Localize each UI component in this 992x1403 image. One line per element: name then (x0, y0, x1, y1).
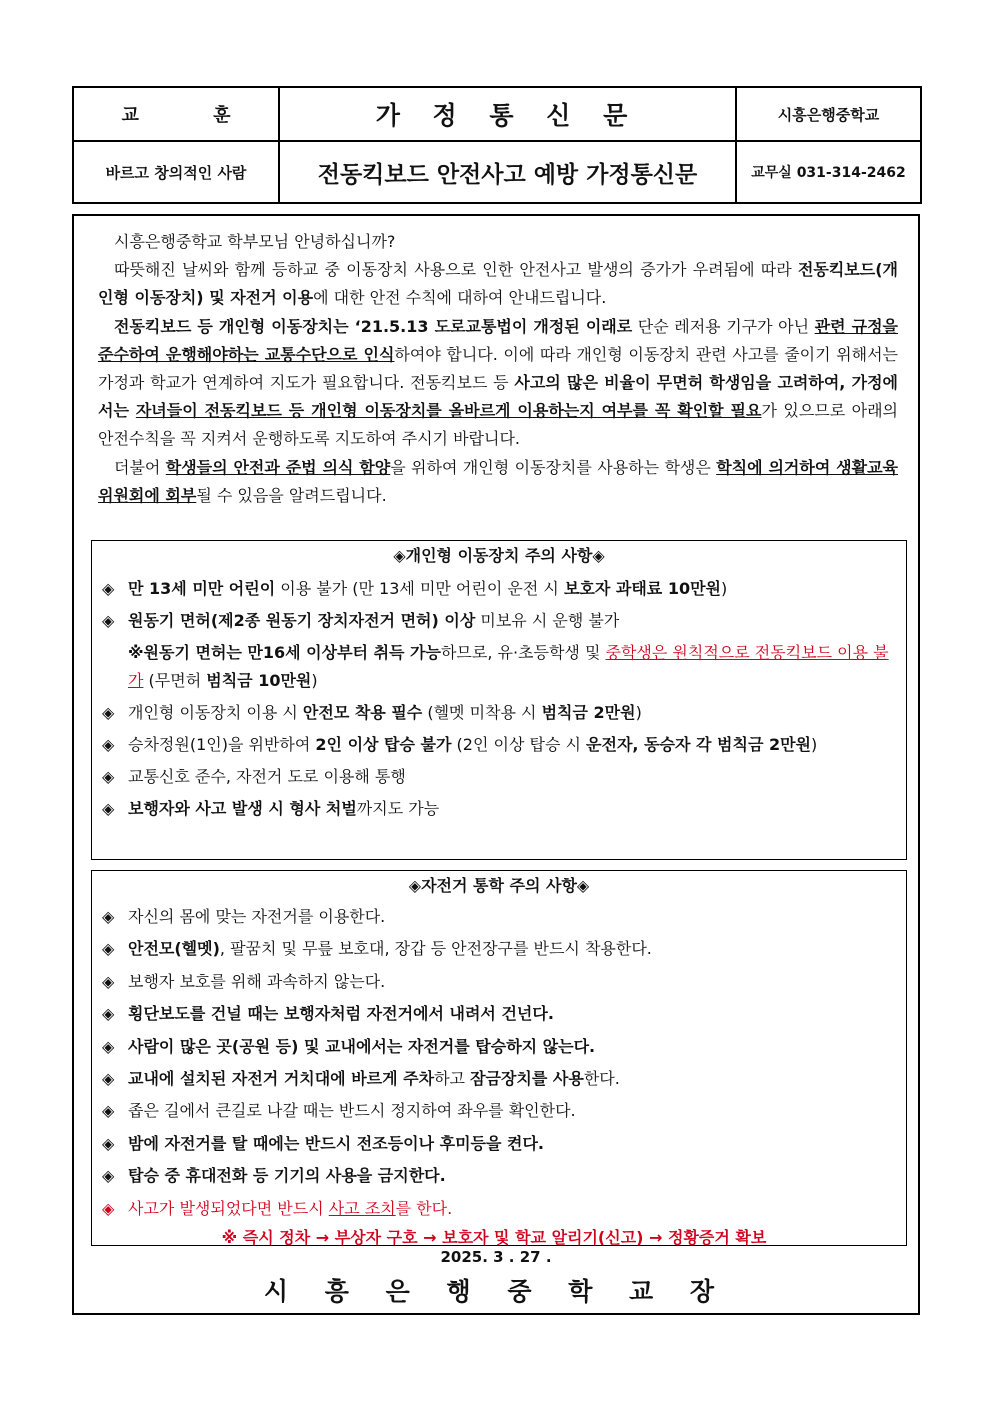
text-span: 전동킥보드 등 개인형 이동장치는 ‘21.5.13 도로교통법이 개정된 이래로 (114, 316, 633, 336)
list-item (92, 795, 906, 823)
text-span: 이용 불가 (만 13세 미만 어린이 운전 시 (275, 579, 564, 598)
text-span: 를 한다. (395, 1198, 453, 1218)
text-span: 만 13세 미만 어린이 (128, 579, 276, 598)
list-item (92, 998, 906, 1030)
intro-paragraph-1 (98, 256, 898, 312)
text-span: 개인형 이동장치 이용 시 (128, 703, 303, 722)
diamond-bullet-icon: ◈ (102, 1036, 115, 1056)
diamond-bullet-icon: ◈ (102, 1069, 115, 1089)
diamond-bullet-icon: ◈ (102, 611, 115, 630)
text-span: 학생들의 안전과 준법 의식 함양 (165, 457, 391, 477)
diamond-bullet-icon: ◈ (102, 1166, 115, 1186)
text-span: 학칙에 의거하여 생활교육 위원회에 회부 (98, 457, 898, 505)
text-span: 승차정원(1인)을 위반하여 (128, 735, 316, 754)
text-span: ) (311, 671, 318, 690)
text-span: 좁은 길에서 큰길로 나갈 때는 반드시 정지하여 좌우를 확인한다. (128, 1101, 576, 1121)
text-span: 범칙금 10만원 (206, 671, 312, 690)
diamond-bullet-icon: ◈ (102, 907, 115, 926)
list-item (92, 966, 906, 998)
text-span: 관련 규정을 준수하여 운행해야하는 교통수단으로 인식 (98, 316, 898, 364)
text-span: ) (721, 579, 728, 598)
text-span: 을 위하여 개인형 이동장치를 사용하는 학생은 (390, 457, 717, 477)
text-span: 자녀들이 전동킥보드 등 개인형 이동장치를 올바르게 이용하는지 여부를 꼭 확인할 필요 (135, 401, 762, 421)
text-span: 운전자, 동승자 각 범칙금 2만원 (586, 735, 812, 754)
greeting: 시흥은행중학교 학부모님 안녕하십니까? (114, 232, 396, 251)
bike-caution-title: ◈자전거 통학 주의 사항◈ (408, 876, 590, 895)
office-phone: 교무실 031-314-2462 (736, 141, 921, 203)
text-span: 횡단보도를 건널 때는 보행자처럼 자전거에서 내려서 건넌다. (128, 1004, 554, 1024)
text-span: 따뜻해진 날씨와 함께 등하교 중 이동장치 사용으로 인한 안전사고 발생의 증가가 우려됨에 따라 (114, 260, 798, 280)
diamond-bullet-icon: ◈ (102, 939, 115, 959)
text-span: 2인 이상 탑승 불가 (315, 735, 452, 754)
list-item (92, 1095, 906, 1127)
intro-paragraph-2 (98, 313, 898, 454)
text-span: 한다. (583, 1069, 620, 1089)
intro-paragraph-3 (98, 454, 898, 510)
text-span: ) (811, 735, 818, 754)
text-span: 밤에 자전거를 탈 때에는 반드시 전조등이나 후미등을 켠다. (128, 1133, 545, 1153)
license-note (92, 639, 906, 695)
text-span: 사람이 많은 곳(공원 등) 및 교내에서는 자전거를 탑승하지 않는다. (128, 1036, 596, 1056)
text-span: , 팔꿈치 및 무릎 보호대, 장갑 등 안전장구를 반드시 착용한다. (219, 939, 652, 959)
diamond-bullet-icon: ◈ (102, 971, 115, 991)
diamond-bullet-icon: ◈ (102, 579, 115, 598)
text-span: 범칙금 2만원 (541, 703, 636, 722)
header-table (72, 86, 922, 204)
diamond-bullet-icon: ◈ (102, 1133, 115, 1153)
text-span: 하고 (434, 1069, 471, 1089)
text-span: 교내에 설치된 자전거 거치대에 바르게 주차 (128, 1069, 435, 1089)
text-span: 보호자 과태료 10만원 (563, 579, 721, 598)
text-span: 단순 레저용 기구가 아닌 (632, 316, 815, 336)
list-item (92, 1128, 906, 1160)
pm-caution-title: ◈개인형 이동장치 주의 사항◈ (393, 546, 605, 565)
text-span: 더불어 (114, 457, 166, 477)
text-span: 가 있으므로 아래의 안전수칙을 꼭 지켜서 운행하도록 지도하여 주시기 바랍니다. (98, 401, 899, 449)
text-span: 중학생은 원칙적으로 전동킥보드 이용 불가 (128, 643, 889, 690)
text-span: 탑승 중 휴대전화 등 기기의 사용을 금지한다. (128, 1166, 446, 1186)
motto-label: 교 훈 (73, 87, 279, 141)
text-span: 미보유 시 운행 불가 (475, 611, 620, 630)
list-item (92, 1193, 906, 1225)
diamond-bullet-icon: ◈ (102, 703, 115, 722)
text-span: 잠금장치를 사용 (470, 1069, 584, 1089)
list-item (92, 933, 906, 965)
diamond-bullet-icon: ◈ (102, 1198, 115, 1218)
list-item (92, 575, 906, 603)
text-span: 전동킥보드(개인형 이동장치) 및 자전거 이용 (98, 260, 898, 308)
page-title: 가 정 통 신 문 (279, 87, 736, 141)
page-subtitle: 전동킥보드 안전사고 예방 가정통신문 (279, 141, 736, 203)
text-span: 사고가 발생되었다면 반드시 (128, 1198, 329, 1218)
diamond-bullet-icon: ◈ (102, 1004, 115, 1024)
text-span: 자신의 몸에 맞는 자전거를 이용한다. (128, 907, 386, 926)
text-span: 교통신호 준수, 자전거 도로 이용해 통행 (128, 767, 406, 786)
list-item (92, 763, 906, 791)
school-name: 시흥은행중학교 (736, 87, 921, 141)
text-span: 에 대한 안전 수칙에 대하여 안내드립니다. (313, 288, 607, 308)
school-motto: 바르고 창의적인 사람 (73, 141, 279, 203)
text-span: 보행자 보호를 위해 과속하지 않는다. (128, 971, 386, 991)
text-span: 될 수 있음을 알려드립니다. (196, 485, 387, 505)
text-span: (2인 이상 탑승 시 (451, 735, 587, 754)
text-span: 원동기 면허(제2종 원동기 장치자전거 면허) 이상 (128, 611, 476, 630)
bike-caution-box (91, 870, 907, 1246)
list-item (92, 699, 906, 727)
accident-steps-note: ※ 즉시 정차 → 부상자 구호 → 보호자 및 학교 알리기(신고) → 정황증거 확보 (221, 1228, 767, 1248)
text-span: ※원동기 면허는 만16세 이상부터 취득 가능 (128, 643, 441, 662)
list-item (92, 607, 906, 635)
text-span: 사고의 많은 비율이 무면허 학생임을 고려하여, 가정에서는 (98, 373, 898, 421)
letter-body (72, 214, 920, 1315)
text-span: 안전모(헬멧) (128, 939, 220, 959)
list-item (92, 901, 906, 933)
text-span: 하므로, 유·초등학생 및 (440, 643, 606, 662)
diamond-bullet-icon: ◈ (102, 1101, 115, 1121)
issue-date: 2025. 3 . 27 . (440, 1248, 552, 1266)
principal-signature: 시 흥 은 행 중 학 교 장 (263, 1277, 729, 1306)
list-item (92, 731, 906, 759)
text-span: 까지도 가능 (356, 799, 440, 818)
list-item (92, 1160, 906, 1192)
text-span: ) (635, 703, 642, 722)
diamond-bullet-icon: ◈ (102, 735, 115, 754)
text-span: 하여야 합니다. 이에 따라 개인형 이동장치 관련 사고를 줄이기 위해서는 가정과 학교가 연계하여 지도가 필요합니다. 전동킥보드 등 (98, 344, 898, 393)
text-span: 보행자와 사고 발생 시 형사 처벌 (128, 799, 357, 818)
list-item (92, 1031, 906, 1063)
diamond-bullet-icon: ◈ (102, 799, 115, 818)
text-span: 안전모 착용 필수 (302, 703, 423, 722)
intro-text (98, 228, 898, 510)
text-span: (무면허 (143, 671, 207, 690)
text-span: (헬멧 미착용 시 (422, 703, 542, 722)
list-item (92, 1063, 906, 1095)
diamond-bullet-icon: ◈ (102, 767, 115, 786)
text-span: 사고 조치 (328, 1198, 396, 1218)
pm-caution-box (91, 540, 907, 860)
